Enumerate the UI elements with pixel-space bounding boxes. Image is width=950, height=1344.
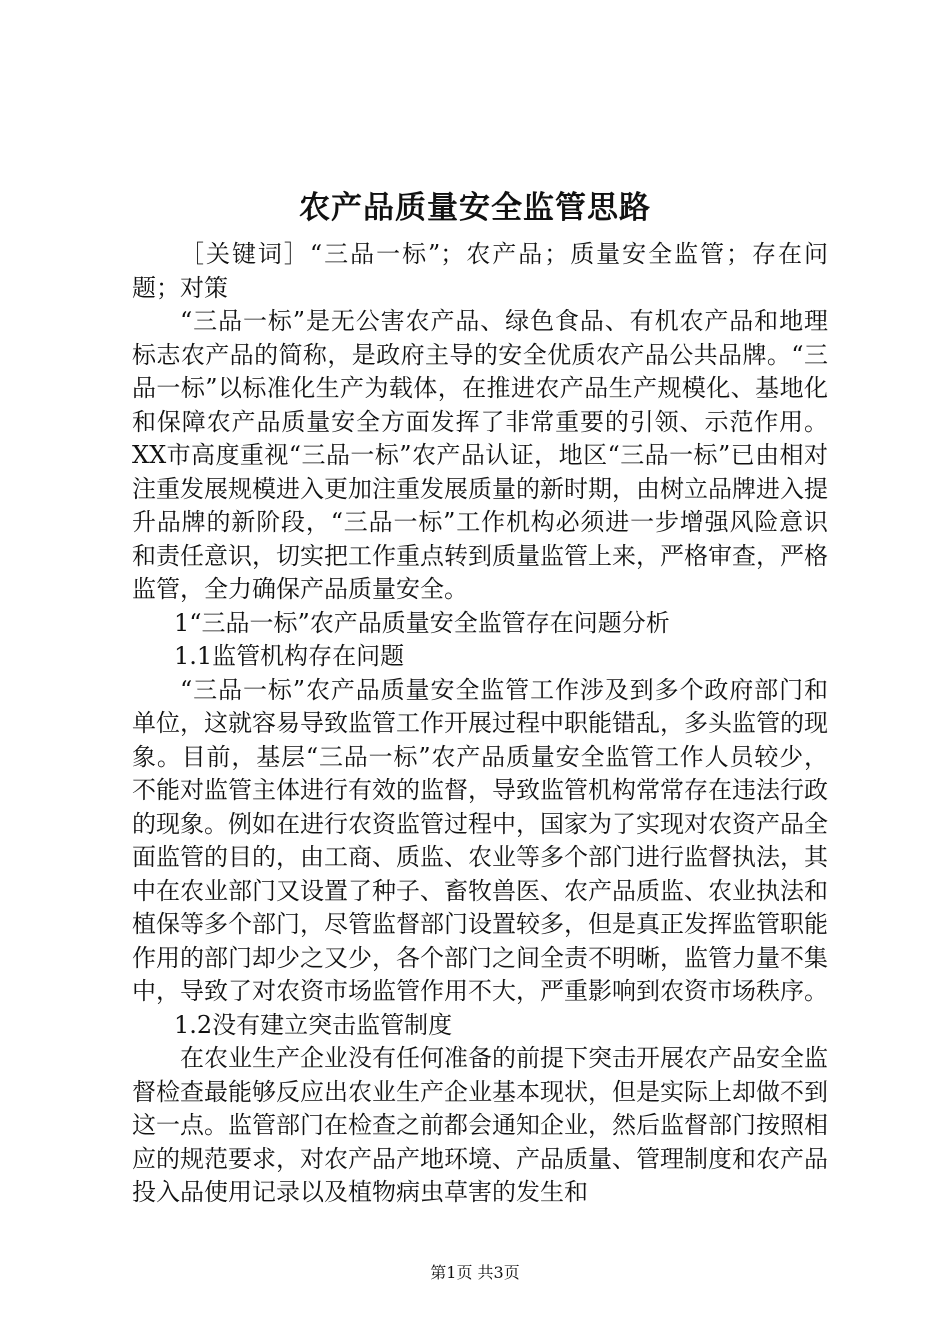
- subsection-heading-1-1: 1.1监管机构存在问题: [174, 642, 405, 670]
- intro-paragraph: “三品一标”是无公害农产品、绿色食品、有机农产品和地理标志农产品的简称，是政府主导的安全优质农产品公共品牌。“三品一标”以标准化生产为载体，在推进农产品生产规模化、基地化和保障农产品质量安全方面发挥了非常重要的引领、示范作用。XX市高度重视“三品一标”农产品认证，地区“三品一标”已由相对注重发展规模进入更加注重发展质量的新时期，由树立品牌进入提升品牌的新阶段，“三品一标”工作机构必须进一步增强风险意识和责任意识，切实把工作重点转到质量监管上来，严格审查，严格监管，全力确保产品质量安全。: [132, 307, 828, 603]
- section-heading-1: 1“三品一标”农产品质量安全监管存在问题分析: [174, 608, 670, 637]
- document-title: 农产品质量安全监管思路: [299, 190, 651, 226]
- document-body: [132, 238, 828, 1210]
- page-footer: 第1页 共3页: [430, 1263, 520, 1282]
- subsection-heading-1-2: 1.2没有建立突击监管制度: [174, 1010, 453, 1039]
- keywords-paragraph: ［关键词］“三品一标”；农产品；质量安全监管；存在问题；对策: [132, 240, 828, 302]
- section-1-1-paragraph: “三品一标”农产品质量安全监管工作涉及到多个政府部门和单位，这就容易导致监管工作开展过程中职能错乱，多头监管的现象。目前，基层“三品一标”农产品质量安全监管工作人员较少，不能对监管主体进行有效的监督，导致监管机构常常存在违法行政的现象。例如在进行农资监管过程中，国家为了实现对农资产品全面监管的目的，由工商、质监、农业等多个部门进行监督执法，其中在农业部门又设置了种子、畜牧兽医、农产品质监、农业执法和植保等多个部门，尽管监督部门设置较多，但是真正发挥监管职能作用的部门却少之又少，各个部门之间全责不明晰，监管力量不集中，导致了对农资市场监管作用不大，严重影响到农资市场秩序。: [132, 675, 828, 1005]
- section-1-2-paragraph: 在农业生产企业没有任何准备的前提下突击开展农产品安全监督检查最能够反应出农业生产企业基本现状，但是实际上却做不到这一点。监管部门在检查之前都会通知企业，然后监督部门按照相应的规范要求，对农产品产地环境、产品质量、管理制度和农产品投入品使用记录以及植物病虫草害的发生和: [132, 1044, 828, 1206]
